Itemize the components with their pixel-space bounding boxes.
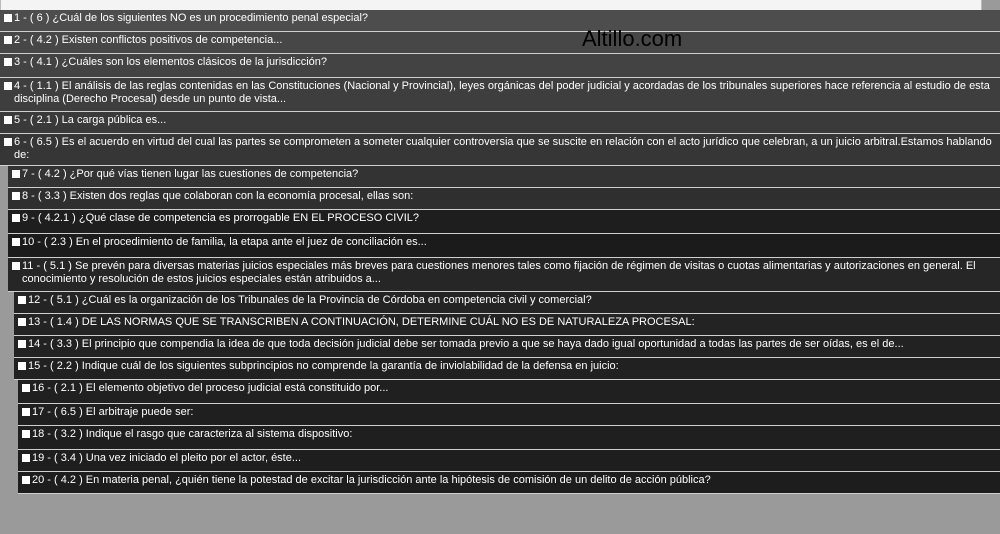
question-row-17[interactable] — [18, 404, 1000, 426]
question-row-15[interactable] — [14, 358, 1000, 380]
question-row-20[interactable] — [18, 472, 1000, 494]
question-row-12[interactable] — [14, 292, 1000, 314]
question-label: 20 - ( 4.2 ) En materia penal, ¿quién tiene la potestad de excitar la jurisdicción ante la hipótesis de comisión de un delito de acción pública? — [32, 474, 711, 486]
bullet-square-icon — [22, 430, 30, 438]
question-label: 15 - ( 2.2 ) Indique cuál de los siguientes subprincipios no comprende la garantía de inviolabilidad de la defensa en juicio: — [28, 360, 619, 372]
question-label: 7 - ( 4.2 ) ¿Por qué vías tienen lugar las cuestiones de competencia? — [22, 168, 359, 180]
question-label: 17 - ( 6.5 ) El arbitraje puede ser: — [32, 406, 194, 418]
bullet-square-icon — [22, 384, 30, 392]
bullet-square-icon — [18, 340, 26, 348]
question-row-9[interactable] — [8, 210, 1000, 234]
question-label: 3 - ( 4.1 ) ¿Cuáles son los elementos clásicos de la jurisdicción? — [14, 56, 328, 68]
question-row-11[interactable] — [8, 258, 1000, 292]
bullet-square-icon — [22, 408, 30, 416]
question-label: 18 - ( 3.2 ) Indique el rasgo que caracteriza al sistema dispositivo: — [32, 428, 353, 440]
question-label: 8 - ( 3.3 ) Existen dos reglas que colaboran con la economía procesal, ellas son: — [22, 190, 414, 202]
question-label: 19 - ( 3.4 ) Una vez iniciado el pleito por el actor, éste... — [32, 452, 302, 464]
question-row-7[interactable] — [8, 166, 1000, 188]
question-label: 10 - ( 2.3 ) En el procedimiento de familia, la etapa ante el juez de conciliación es... — [22, 236, 427, 248]
question-row-14[interactable] — [14, 336, 1000, 358]
question-label: 11 - ( 5.1 ) Se prevén para diversas materias juicios especiales más breves para cuestiones menores tales como fijación de régimen de visitas o cuotas alimentarias y autorizaciones en general. El conocimiento y resolución de estos juicios especiales están atribuidos a... — [22, 260, 976, 285]
question-row-16[interactable] — [18, 380, 1000, 404]
question-row-10[interactable] — [8, 234, 1000, 258]
question-label: 4 - ( 1.1 ) El análisis de las reglas contenidas en las Constituciones (Nacional y Provincial), leyes orgánicas del poder judicial y acordadas de los tribunales superiores hace referencia al estudio de esta disciplina (Derecho Procesal) desde un punto de vista... — [14, 80, 990, 105]
question-label: 6 - ( 6.5 ) Es el acuerdo en virtud del cual las partes se comprometen a someter cualquier controversia que se suscite en relación con el acto jurídico que celebran, a un juicio arbitral.Estamos hablando de: — [14, 136, 992, 161]
question-row-19[interactable] — [18, 450, 1000, 472]
watermark: Altillo.com — [582, 26, 683, 51]
question-label: 13 - ( 1.4 ) DE LAS NORMAS QUE SE TRANSCRIBEN A CONTINUACIÓN, DETERMINE CUÁL NO ES DE NATURALEZA PROCESAL: — [28, 316, 695, 328]
bullet-square-icon — [4, 138, 12, 146]
bullet-square-icon — [12, 192, 20, 200]
question-label: 9 - ( 4.2.1 ) ¿Qué clase de competencia es prorrogable EN EL PROCESO CIVIL? — [22, 212, 419, 224]
question-list — [0, 10, 1000, 494]
bullet-square-icon — [22, 476, 30, 484]
question-row-18[interactable] — [18, 426, 1000, 450]
question-row-8[interactable] — [8, 188, 1000, 210]
bullet-square-icon — [18, 362, 26, 370]
bullet-square-icon — [22, 454, 30, 462]
question-label: 2 - ( 4.2 ) Existen conflictos positivos de competencia... — [14, 34, 283, 46]
bullet-square-icon — [4, 14, 12, 22]
bullet-square-icon — [4, 82, 12, 90]
bullet-square-icon — [4, 58, 12, 66]
question-label: 12 - ( 5.1 ) ¿Cuál es la organización de los Tribunales de la Provincia de Córdoba en competencia civil y comercial? — [28, 294, 592, 306]
question-row-3[interactable] — [0, 54, 1000, 78]
bullet-square-icon — [12, 170, 20, 178]
question-row-5[interactable] — [0, 112, 1000, 134]
question-label: 1 - ( 6 ) ¿Cuál de los siguientes NO es un procedimiento penal especial? — [14, 12, 369, 24]
bullet-square-icon — [12, 238, 20, 246]
question-row-13[interactable] — [14, 314, 1000, 336]
bullet-square-icon — [12, 262, 20, 270]
bullet-square-icon — [18, 296, 26, 304]
question-row-1[interactable] — [0, 10, 1000, 32]
bullet-square-icon — [4, 116, 12, 124]
bullet-square-icon — [18, 318, 26, 326]
bullet-square-icon — [4, 36, 12, 44]
question-row-2[interactable] — [0, 32, 1000, 54]
question-label: 5 - ( 2.1 ) La carga pública es... — [14, 114, 167, 126]
question-row-6[interactable] — [0, 134, 1000, 166]
question-label: 14 - ( 3.3 ) El principio que compendia la idea de que toda decisión judicial debe ser tomada previo a que se haya dado igual oportunidad a todas las partes de ser oídas, es el de... — [28, 338, 904, 350]
bullet-square-icon — [12, 214, 20, 222]
question-label: 16 - ( 2.1 ) El elemento objetivo del proceso judicial está constituido por... — [32, 382, 389, 394]
question-row-4[interactable] — [0, 78, 1000, 112]
